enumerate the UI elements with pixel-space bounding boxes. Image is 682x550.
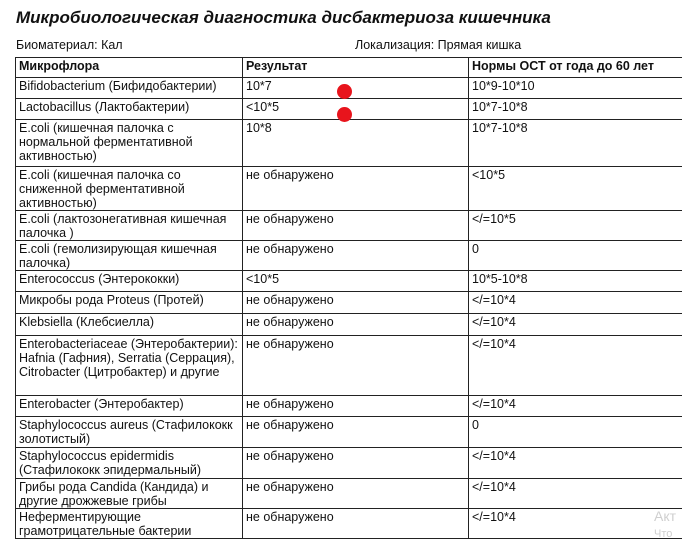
localization-label: Локализация: Прямая кишка [355,38,522,52]
flora-cell: E.coli (кишечная палочка с нормальной ферментативной активностью) [16,120,243,167]
result-cell: <10*5 [243,271,469,292]
table-header-row [16,58,682,78]
result-cell: 10*8 [243,120,469,167]
result-cell: не обнаружено [243,448,469,479]
norm-cell: 10*7-10*8 [469,99,682,120]
result-cell: 10*7 [243,78,469,99]
norm-cell: </=10*4 [469,396,682,417]
table-row [16,314,682,336]
flora-cell: Грибы рода Candida (Кандида) и другие дрожжевые грибы [16,479,243,509]
table-row [16,120,682,167]
report-title: Микробиологическая диагностика дисбактериоза кишечника [16,8,551,27]
result-cell: не обнаружено [243,417,469,448]
norm-cell: 0 [469,241,682,271]
norm-cell: 10*9-10*10 [469,78,682,99]
table-row [16,448,682,479]
highlight-marker-bifidobacterium [337,84,352,99]
highlight-marker-lactobacillus [337,107,352,122]
flora-cell: Staphylococcus aureus (Стафилококк золотистый) [16,417,243,448]
biomaterial-label: Биоматериал: Кал [16,38,123,52]
norm-cell: </=10*4 [469,509,682,539]
norm-cell: </=10*4 [469,336,682,396]
result-cell: <10*5 [243,99,469,120]
norm-cell: </=10*4 [469,479,682,509]
result-cell: не обнаружено [243,479,469,509]
flora-cell: Bifidobacterium (Бифидобактерии) [16,78,243,99]
flora-cell: Lactobacillus (Лактобактерии) [16,99,243,120]
result-cell: не обнаружено [243,509,469,539]
norm-cell: 10*7-10*8 [469,120,682,167]
table-row [16,211,682,241]
norm-cell: </=10*5 [469,211,682,241]
result-cell: не обнаружено [243,167,469,211]
header-norm: Нормы ОСТ от года до 60 лет [469,58,682,78]
flora-cell: Klebsiella (Клебсиелла) [16,314,243,336]
flora-cell: Staphylococcus epidermidis (Стафилококк эпидермальный) [16,448,243,479]
table-row [16,271,682,292]
result-cell: не обнаружено [243,292,469,314]
norm-cell: 10*5-10*8 [469,271,682,292]
flora-cell: E.coli (лактозонегативная кишечная палочка ) [16,211,243,241]
table-row [16,396,682,417]
header-result: Результат [243,58,469,78]
flora-cell: Неферментирующие грамотрицательные бактерии [16,509,243,539]
table-row [16,479,682,509]
norm-cell: 0 [469,417,682,448]
table-row [16,509,682,539]
norm-cell: </=10*4 [469,292,682,314]
result-cell: не обнаружено [243,396,469,417]
header-flora: Микрофлора [16,58,243,78]
flora-cell: Enterococcus (Энтерококки) [16,271,243,292]
norm-cell: </=10*4 [469,448,682,479]
table-row [16,241,682,271]
watermark-line-1: Акт [654,508,677,524]
result-cell: не обнаружено [243,314,469,336]
flora-cell: Enterobacteriaceae (Энтеробактерии): Hafnia (Гафния), Serratia (Серрация), Citrobacter (Цитробактер) и другие [16,336,243,396]
table-row [16,167,682,211]
result-cell: не обнаружено [243,211,469,241]
table-row [16,292,682,314]
table-row [16,336,682,396]
result-cell: не обнаружено [243,336,469,396]
norm-cell: </=10*4 [469,314,682,336]
flora-cell: E.coli (кишечная палочка со сниженной ферментативной активностью) [16,167,243,211]
flora-cell: Микробы рода Proteus (Протей) [16,292,243,314]
norm-cell: <10*5 [469,167,682,211]
flora-cell: Enterobacter (Энтеробактер) [16,396,243,417]
flora-cell: E.coli (гемолизирующая кишечная палочка) [16,241,243,271]
table-row [16,417,682,448]
result-cell: не обнаружено [243,241,469,271]
results-table [15,57,682,539]
watermark-line-2: Что [654,528,673,540]
